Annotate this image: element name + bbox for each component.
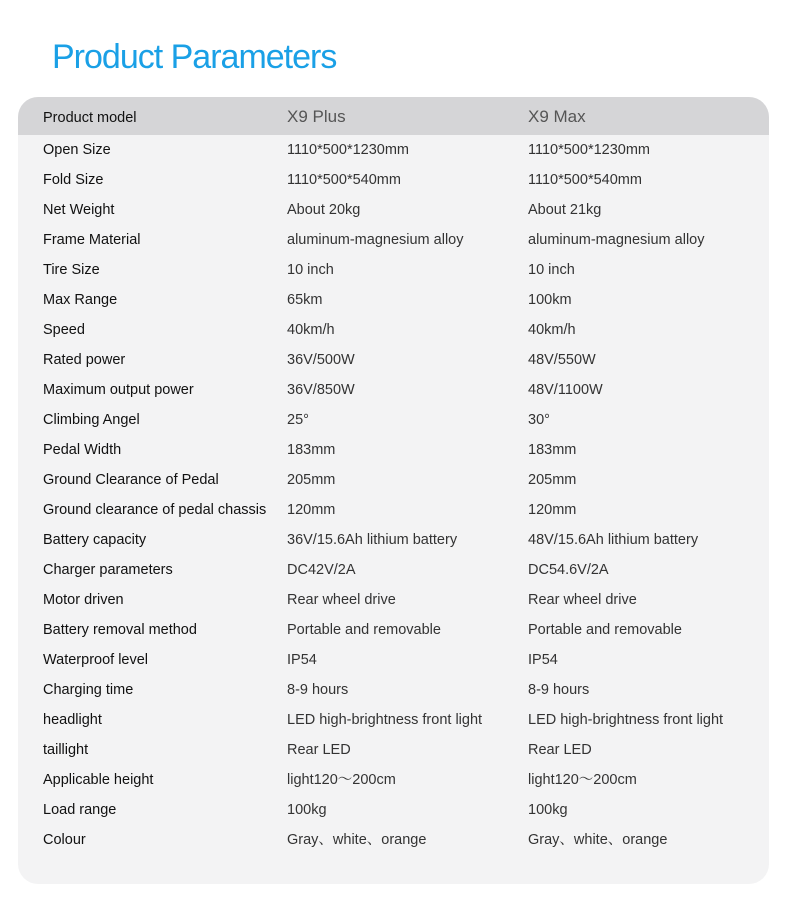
row-value-model-1: 100kg — [287, 802, 327, 818]
row-value-model-1: 205mm — [287, 472, 336, 488]
table-row — [18, 405, 769, 435]
header-model-2: X9 Max — [528, 107, 586, 126]
row-value-model-2: 48V/1100W — [528, 382, 603, 398]
row-value-model-2: aluminum-magnesium alloy — [528, 232, 705, 248]
row-value-model-2: Rear LED — [528, 742, 592, 758]
row-label: Applicable height — [43, 772, 154, 788]
row-value-model-2: Portable and removable — [528, 622, 682, 638]
row-label: Ground Clearance of Pedal — [43, 472, 219, 488]
row-label: Rated power — [43, 352, 126, 368]
table-row — [18, 795, 769, 825]
table-header-row — [18, 97, 769, 135]
row-value-model-2: 100km — [528, 292, 572, 308]
row-label: Charger parameters — [43, 562, 173, 578]
row-value-model-2: 1110*500*1230mm — [528, 142, 650, 158]
row-value-model-1: Rear wheel drive — [287, 592, 396, 608]
row-label: headlight — [43, 712, 102, 728]
row-value-model-2: DC54.6V/2A — [528, 562, 609, 578]
row-value-model-2: light120～200cm — [528, 772, 637, 788]
table-row — [18, 525, 769, 555]
row-value-model-2: IP54 — [528, 652, 558, 668]
row-label: Tire Size — [43, 262, 100, 278]
table-row — [18, 285, 769, 315]
row-value-model-1: 65km — [287, 292, 323, 308]
table-row — [18, 675, 769, 705]
table-row — [18, 765, 769, 795]
table-row — [18, 435, 769, 465]
row-value-model-1: 36V/15.6Ah lithium battery — [287, 532, 458, 548]
row-value-model-1: 183mm — [287, 442, 336, 458]
row-value-model-1: DC42V/2A — [287, 562, 356, 578]
row-value-model-1: 1110*500*1230mm — [287, 142, 409, 158]
parameters-table — [18, 97, 769, 884]
row-value-model-2: 205mm — [528, 472, 577, 488]
row-label: Net Weight — [43, 202, 115, 218]
row-value-model-1: 36V/850W — [287, 382, 355, 398]
row-value-model-1: 10 inch — [287, 262, 334, 278]
row-label: Fold Size — [43, 172, 104, 188]
table-row — [18, 645, 769, 675]
row-value-model-2: 1110*500*540mm — [528, 172, 642, 188]
row-value-model-1: 25° — [287, 412, 309, 428]
row-label: Climbing Angel — [43, 412, 140, 428]
table-row — [18, 705, 769, 735]
row-value-model-1: 40km/h — [287, 322, 335, 338]
row-value-model-1: IP54 — [287, 652, 317, 668]
row-value-model-1: 1110*500*540mm — [287, 172, 401, 188]
table-row — [18, 315, 769, 345]
row-value-model-1: About 20kg — [287, 202, 361, 218]
row-value-model-2: LED high-brightness front light — [528, 712, 724, 728]
table-row — [18, 585, 769, 615]
row-value-model-2: Gray、white、orange — [528, 832, 668, 848]
row-value-model-2: 48V/15.6Ah lithium battery — [528, 532, 699, 548]
header-model-1: X9 Plus — [287, 107, 346, 126]
table-row — [18, 375, 769, 405]
header-label: Product model — [43, 110, 137, 126]
table-row — [18, 735, 769, 765]
row-value-model-2: Rear wheel drive — [528, 592, 637, 608]
row-label: Charging time — [43, 682, 134, 698]
row-value-model-2: 30° — [528, 412, 550, 428]
row-value-model-1: 8-9 hours — [287, 682, 349, 698]
row-value-model-1: Rear LED — [287, 742, 351, 758]
row-value-model-2: About 21kg — [528, 202, 602, 218]
row-label: taillight — [43, 742, 89, 758]
row-value-model-2: 100kg — [528, 802, 568, 818]
row-label: Open Size — [43, 142, 111, 158]
row-value-model-1: 36V/500W — [287, 352, 355, 368]
table-row — [18, 165, 769, 195]
table-row — [18, 555, 769, 585]
row-value-model-1: light120～200cm — [287, 772, 396, 788]
row-label: Load range — [43, 802, 117, 818]
row-value-model-2: 8-9 hours — [528, 682, 590, 698]
row-label: Colour — [43, 832, 86, 848]
row-value-model-1: Portable and removable — [287, 622, 441, 638]
row-label: Pedal Width — [43, 442, 122, 458]
row-label: Battery removal method — [43, 622, 197, 638]
row-label: Max Range — [43, 292, 118, 308]
row-label: Speed — [43, 322, 85, 338]
row-label: Motor driven — [43, 592, 124, 608]
table-row — [18, 345, 769, 375]
row-value-model-2: 10 inch — [528, 262, 575, 278]
row-label: Frame Material — [43, 232, 141, 248]
row-label: Waterproof level — [43, 652, 149, 668]
row-label: Maximum output power — [43, 382, 194, 398]
row-value-model-2: 183mm — [528, 442, 577, 458]
table-row — [18, 615, 769, 645]
table-row — [18, 225, 769, 255]
table-row — [18, 465, 769, 495]
row-value-model-1: aluminum-magnesium alloy — [287, 232, 464, 248]
row-value-model-1: LED high-brightness front light — [287, 712, 483, 728]
table-row — [18, 135, 769, 165]
row-label: Ground clearance of pedal chassis — [43, 502, 267, 518]
row-label: Battery capacity — [43, 532, 147, 548]
table-row — [18, 495, 769, 525]
row-value-model-2: 40km/h — [528, 322, 576, 338]
row-value-model-1: 120mm — [287, 502, 336, 518]
table-row — [18, 255, 769, 285]
page-title: Product Parameters — [52, 38, 337, 76]
table-row — [18, 825, 769, 855]
row-value-model-2: 48V/550W — [528, 352, 596, 368]
row-value-model-1: Gray、white、orange — [287, 832, 427, 848]
row-value-model-2: 120mm — [528, 502, 577, 518]
table-row — [18, 195, 769, 225]
